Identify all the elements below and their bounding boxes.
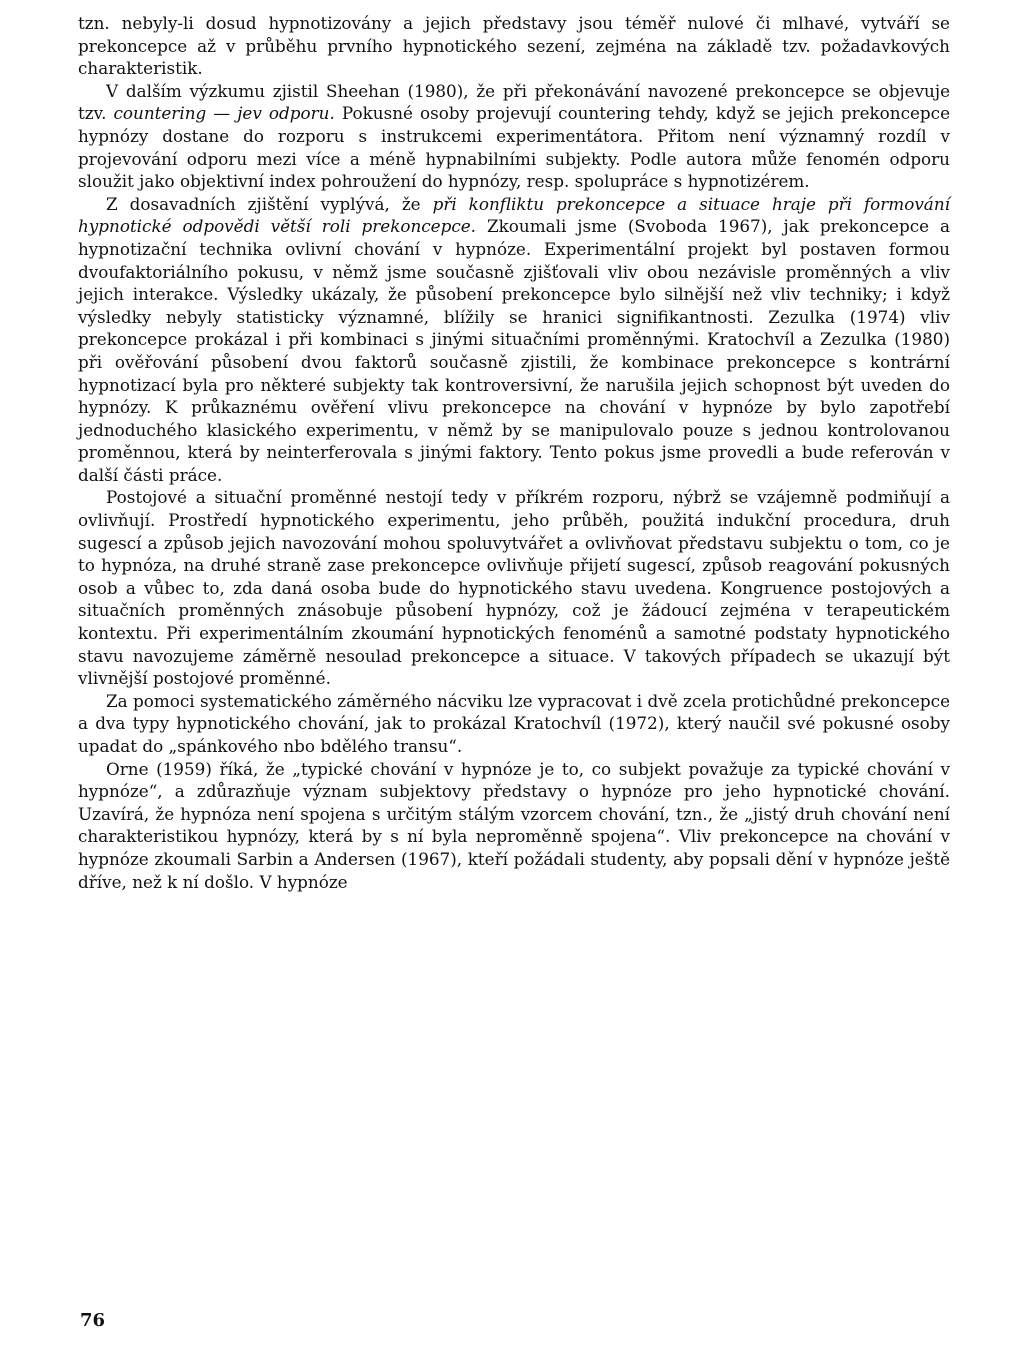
text-segment: Orne (1959) říká, že „typické chování v hypnóze je to, co subjekt považuje za typické chování v hypnóze“, a zdůrazňuje význam subjektovy představy o hypnóze pro jeho hypnotické chování. Uzavírá, že hypnóza není spojena s určitým stálým vzorcem chování, tzn., že „jistý druh chování není charakteristikou hypnózy, která by s ní byla neproměnně spojena“. Vliv prekoncepce na chování v hypnóze zkoumali Sarbin a Andersen (1967), kteří požádali studenty, aby popsali dění v hypnóze ještě dříve, než k ní došlo. V hypnóze bbox=[78, 758, 950, 892]
italic-text-segment: countering — jev odporu. bbox=[113, 103, 335, 124]
paragraph bbox=[78, 193, 950, 487]
paragraph bbox=[78, 12, 950, 80]
paragraph bbox=[78, 80, 950, 193]
text-segment: V dalším výzkumu zjistil Sheehan (1980), že při překonávání navozené prekoncepce se objevuje tzv. bbox=[78, 80, 950, 124]
page-number: 76 bbox=[80, 1310, 106, 1331]
text-segment: Pokusné osoby projevují countering tehdy, když se jejich prekoncepce hypnózy dostane do rozporu s instrukcemi experimentátora. Přitom není významný rozdíl v projevování odporu mezi více a méně hypnabilními subjekty. Podle autora může fenomén odporu sloužit jako objektivní index pohroužení do hypnózy, resp. spolupráce s hypnotizérem. bbox=[78, 103, 950, 192]
text-segment: Za pomoci systematického záměrného nácviku lze vypracovat i dvě zcela protichůdné prekoncepce a dva typy hypnotického chování, jak to prokázal Kratochvíl (1972), který naučil své pokusné osoby upadat do „spánkového nbo bdělého transu“. bbox=[78, 690, 950, 756]
italic-text-segment: při konfliktu prekoncepce a situace hraje při formování hypnotické odpovědi větší roli prekoncepce. bbox=[78, 193, 950, 237]
text-segment: Zkoumali jsme (Svoboda 1967), jak prekoncepce a hypnotizační technika ovlivní chování v hypnóze. Experimentální projekt byl postaven formou dvoufaktoriálního pokusu, v němž jsme současně zjišťovali vliv obou nezávisle proměnných a vliv jejich interakce. Výsledky ukázaly, že působení prekoncepce bylo silnější než vliv techniky; i když výsledky nebyly statisticky významné, blížily se hranici signifikantnosti. Zezulka (1974) vliv prekoncepce prokázal i při kombinaci s jinými situačními proměnnými. Kratochvíl a Zezulka (1980) při ověřování působení dvou faktorů současně zjistili, že kombinace prekoncepce s kontrární hypnotizací byla pro některé subjekty tak kontroversivní, že narušila jejich schopnost být uveden do hypnózy. K průkaznému ověření vlivu prekoncepce na chování v hypnóze by bylo zapotřebí jednoduchého klasického experimentu, v němž by se manipulovalo pouze s jednou kontrolovanou proměnnou, která by neinterferovala s jinými faktory. Tento pokus jsme provedli a bude referován v další části práce. bbox=[78, 216, 950, 485]
paragraph bbox=[78, 758, 950, 894]
text-segment: Z dosavadních zjištění vyplývá, že bbox=[106, 193, 433, 214]
page-body bbox=[78, 12, 950, 893]
text-segment: tzn. nebyly-li dosud hypnotizovány a jejich představy jsou téměř nulové či mlhavé, vytváří se prekoncepce až v průběhu prvního hypnotického sezení, zejména na základě tzv. požadavkových charakteristik. bbox=[78, 13, 950, 79]
paragraph bbox=[78, 690, 950, 758]
text-segment: Postojové a situační proměnné nestojí tedy v příkrém rozporu, nýbrž se vzájemně podmiňují a ovlivňují. Prostředí hypnotického experimentu, jeho průběh, použitá indukční procedura, druh sugescí a způsob jejich navozování mohou spoluvytvářet a ovlivňovat představu subjektu o tom, co je to hypnóza, na druhé straně zase prekoncepce ovlivňuje přijetí sugescí, způsob reagování pokusných osob a vůbec to, zda daná osoba bude do hypnotického stavu uvedena. Kongruence postojových a situačních proměnných znásobuje působení hypnózy, což je žádoucí zejména v terapeutickém kontextu. Při experimentálním zkoumání hypnotických fenoménů a samotné podstaty hypnotického stavu navozujeme záměrně nesoulad prekoncepce a situace. V takových případech se ukazují být vlivnější postojové proměnné. bbox=[78, 487, 950, 689]
paragraph bbox=[78, 486, 950, 689]
